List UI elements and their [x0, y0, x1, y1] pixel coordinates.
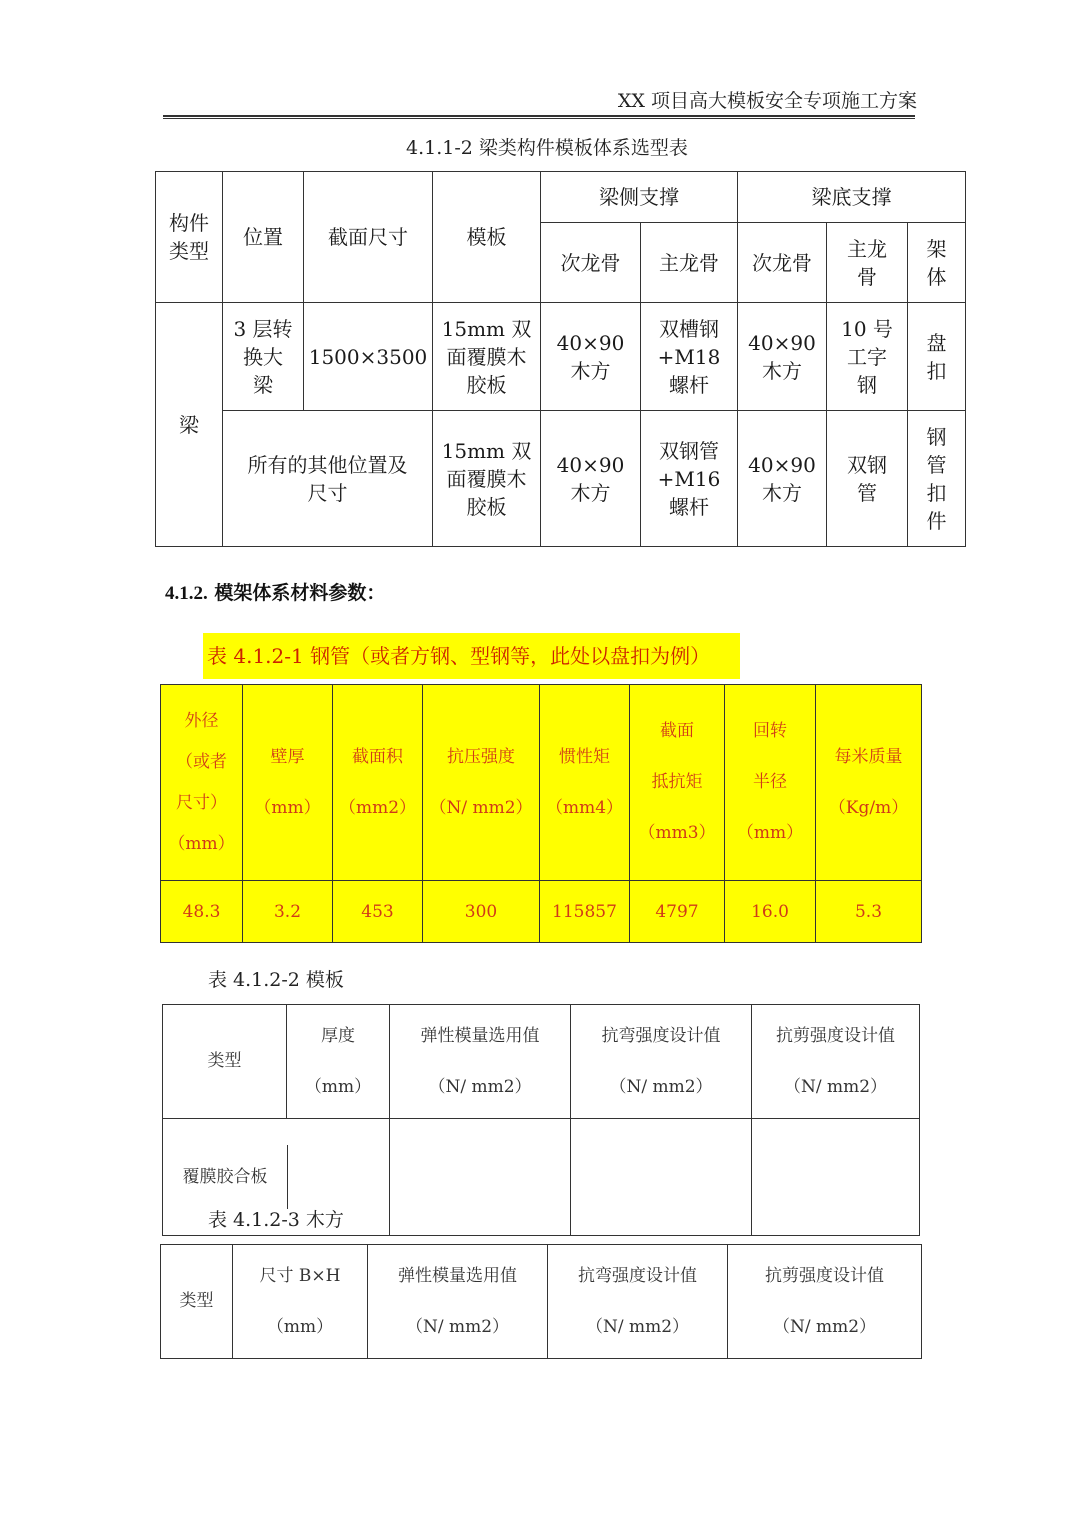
- row1-bottom-main: 10 号 工字 钢: [827, 303, 908, 411]
- row1-section-size: 1500×3500: [304, 303, 433, 411]
- formwork-row-shear-strength: [752, 1119, 920, 1236]
- row1-position: 3 层转 换大 梁: [223, 303, 304, 411]
- beam-formwork-selection-table: [155, 171, 966, 547]
- component-beam: 梁: [156, 303, 223, 547]
- row2-bottom-secondary: 40×90 木方: [738, 411, 827, 547]
- timber-header-bending-strength: 抗弯强度设计值 （N/ mm2）: [548, 1245, 728, 1359]
- steel-header-radius-of-gyration: 回转 半径 （mm）: [725, 685, 816, 881]
- row1-side-secondary: 40×90 木方: [541, 303, 641, 411]
- header-position: 位置: [223, 172, 304, 303]
- section-title: 模架体系材料参数：: [214, 582, 386, 604]
- steel-value-section-modulus: 4797: [630, 881, 725, 943]
- steel-pipe-parameters-table: [160, 684, 922, 943]
- table1-caption: 4.1.1-2 梁类构件模板体系选型表: [406, 137, 688, 159]
- header-side-support: 梁侧支撑: [541, 172, 738, 223]
- row2-side-secondary: 40×90 木方: [541, 411, 641, 547]
- header-bottom-support: 梁底支撑: [738, 172, 966, 223]
- steel-value-outer-diameter: 48.3: [161, 881, 243, 943]
- steel-header-wall-thickness: 壁厚 （mm）: [243, 685, 333, 881]
- row1-bottom-frame: 盘 扣: [908, 303, 966, 411]
- section-number: 4.1.2.: [165, 583, 208, 604]
- row1-side-main: 双槽钢 +M18 螺杆: [641, 303, 738, 411]
- timber-header-size: 尺寸 B×H （mm）: [233, 1245, 368, 1359]
- header-bottom-secondary-joist: 次龙骨: [738, 223, 827, 303]
- steel-value-compressive-strength: 300: [423, 881, 540, 943]
- timber-parameters-table: [160, 1244, 922, 1359]
- steel-header-section-modulus: 截面 抵抗矩 （mm3）: [630, 685, 725, 881]
- section-heading: [165, 578, 385, 605]
- formwork-row-bending-strength: [571, 1119, 752, 1236]
- formwork-header-bending-strength: 抗弯强度设计值 （N/ mm2）: [571, 1005, 752, 1119]
- steel-header-mass-per-meter: 每米质量 （Kg/m）: [816, 685, 922, 881]
- row1-bottom-secondary: 40×90 木方: [738, 303, 827, 411]
- steel-value-radius-of-gyration: 16.0: [725, 881, 816, 943]
- row2-formwork: 15mm 双 面覆膜木 胶板: [433, 411, 541, 547]
- timber-header-shear-strength: 抗剪强度设计值 （N/ mm2）: [728, 1245, 922, 1359]
- steel-header-compressive-strength: 抗压强度 （N/ mm2）: [423, 685, 540, 881]
- steel-pipe-table-caption: 表 4.1.2-1 钢管（或者方钢、型钢等，此处以盘扣为例）: [203, 633, 740, 679]
- steel-value-section-area: 453: [333, 881, 423, 943]
- header-side-main-joist: 主龙骨: [641, 223, 738, 303]
- formwork-header-thickness: 厚度 （mm）: [287, 1005, 390, 1119]
- formwork-row-thickness: [288, 1145, 389, 1209]
- timber-table-caption: 表 4.1.2-3 木方: [208, 1209, 344, 1231]
- row2-bottom-main: 双钢 管: [827, 411, 908, 547]
- formwork-header-shear-strength: 抗剪强度设计值 （N/ mm2）: [752, 1005, 920, 1119]
- row2-bottom-frame: 钢 管 扣 件: [908, 411, 966, 547]
- document-header-title: XX 项目高大模板安全专项施工方案: [617, 90, 917, 112]
- formwork-parameters-table: [162, 1004, 920, 1236]
- header-side-secondary-joist: 次龙骨: [541, 223, 641, 303]
- steel-header-outer-diameter: 外径 （或者 尺寸） （mm）: [161, 685, 243, 881]
- steel-value-moment-of-inertia: 115857: [540, 881, 630, 943]
- header-bottom-main-joist: 主龙 骨: [827, 223, 908, 303]
- header-component-type: 构件 类型: [156, 172, 223, 303]
- header-section-size: 截面尺寸: [304, 172, 433, 303]
- timber-header-type: 类型: [161, 1245, 233, 1359]
- steel-value-wall-thickness: 3.2: [243, 881, 333, 943]
- header-divider: [163, 115, 915, 119]
- formwork-table-caption: 表 4.1.2-2 模板: [208, 969, 344, 991]
- row2-position: 所有的其他位置及 尺寸: [223, 411, 433, 547]
- formwork-header-type: 类型: [163, 1005, 287, 1119]
- steel-header-section-area: 截面积 （mm2）: [333, 685, 423, 881]
- timber-header-elastic-modulus: 弹性模量选用值 （N/ mm2）: [368, 1245, 548, 1359]
- row2-side-main: 双钢管 +M16 螺杆: [641, 411, 738, 547]
- row1-formwork: 15mm 双 面覆膜木 胶板: [433, 303, 541, 411]
- steel-value-mass-per-meter: 5.3: [816, 881, 922, 943]
- formwork-header-elastic-modulus: 弹性模量选用值 （N/ mm2）: [390, 1005, 571, 1119]
- header-bottom-frame: 架 体: [908, 223, 966, 303]
- header-formwork: 模板: [433, 172, 541, 303]
- formwork-row-type: 覆膜胶合板: [163, 1145, 288, 1209]
- formwork-row-elastic-modulus: [390, 1119, 571, 1236]
- steel-header-moment-of-inertia: 惯性矩 （mm4）: [540, 685, 630, 881]
